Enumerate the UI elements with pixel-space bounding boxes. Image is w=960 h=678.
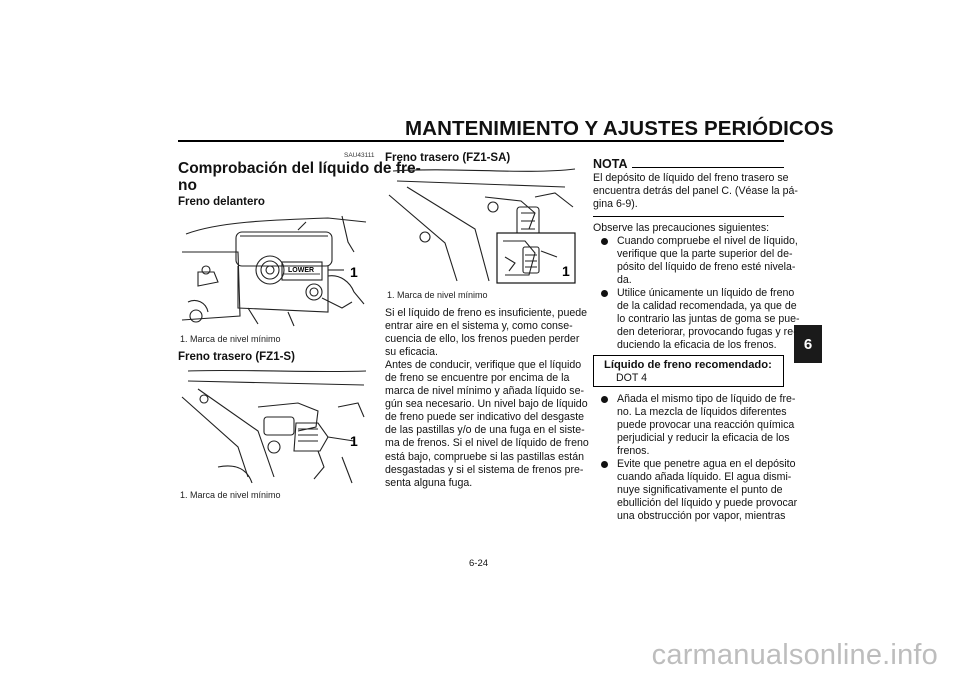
paragraph-insufficient-fluid	[385, 307, 589, 490]
text-line: desgastadas y si el sistema de frenos pre-	[385, 463, 584, 476]
text-line: encuentra detrás del panel C. (Véase la pá-	[593, 185, 798, 198]
nota-text	[593, 172, 798, 211]
section-heading-line-1: Comprobación del líquido de fre-	[178, 160, 421, 177]
text-line: pósito del líquido de freno esté nivela-	[617, 261, 796, 274]
text-line: Si el líquido de freno es insuficiente, puede	[385, 307, 588, 319]
precautions-intro: Observe las precauciones siguientes:	[593, 222, 770, 234]
rear-brake-sa-figure	[385, 167, 578, 285]
section-tab[interactable]: 6	[794, 325, 822, 363]
text-line: El depósito de líquido del freno trasero se	[593, 172, 789, 184]
bullet-item	[617, 287, 800, 352]
page-header-title: MANTENIMIENTO Y AJUSTES PERIÓDICOS	[405, 117, 834, 140]
text-line: Cuando compruebe el nivel de líquido,	[617, 235, 798, 247]
bullet-item	[617, 235, 798, 287]
text-line: de freno se encuentre por encima de la	[385, 372, 570, 385]
text-line: senta alguna fuga.	[385, 476, 473, 489]
text-line: da.	[617, 274, 632, 287]
front-brake-caption: 1. Marca de nivel mínimo	[180, 334, 281, 344]
text-line: de las pastillas y/o de una fuga en el siste-	[385, 424, 585, 437]
text-line: frenos.	[617, 445, 650, 458]
text-line: ebullición del líquido y puede provocar	[617, 497, 798, 510]
text-line: de freno puede ser indicativo del desgaste	[385, 411, 585, 424]
lower-mark-label: LOWER	[288, 267, 315, 274]
bullet-marker	[601, 461, 608, 468]
text-line: verifique que la parte superior del de-	[617, 248, 793, 261]
text-line: ma de frenos. Si el nivel de líquido de freno	[385, 437, 589, 450]
text-line: nuye significativamente el punto de	[617, 484, 783, 497]
text-line: marca de nivel mínimo y añada líquido se-	[385, 385, 585, 398]
text-line: perjudicial y reducir la eficacia de los	[617, 432, 790, 445]
text-line: Evite que penetre agua en el depósito	[617, 458, 796, 470]
front-brake-heading: Freno delantero	[178, 196, 265, 208]
section-heading-line-2: no	[178, 177, 197, 194]
text-line: gún sea necesario. Un nivel bajo de líquido	[385, 398, 588, 411]
text-line: puede provocar una reacción química	[617, 419, 795, 432]
rear-brake-sa-heading: Freno trasero (FZ1-SA)	[385, 152, 511, 164]
bullet-item	[617, 393, 795, 458]
text-line: Añada el mismo tipo de líquido de fre-	[617, 393, 796, 405]
text-line: cuando añada líquido. El agua dismi-	[617, 471, 792, 484]
text-line: de la calidad recomendada, ya que de	[617, 300, 797, 313]
front-callout-number: 1	[350, 264, 358, 280]
header-rule	[178, 140, 784, 142]
nota-rule-top	[632, 167, 784, 168]
text-line: gina 6-9).	[593, 198, 638, 211]
text-line: cuencia de ello, los frenos pueden perder	[385, 333, 580, 346]
text-line: Antes de conducir, verifique que el líquido	[385, 359, 582, 372]
rear-sa-callout-number: 1	[562, 263, 570, 279]
text-line: su eficacia.	[385, 346, 438, 359]
text-line: entrar aire en el sistema y, como conse-	[385, 320, 573, 333]
text-line: duciendo la eficacia de los frenos.	[617, 339, 777, 352]
bullet-marker	[601, 396, 608, 403]
rear-s-callout-number: 1	[350, 433, 358, 449]
text-line: está bajo, compruebe si las pastillas están	[385, 450, 585, 463]
recommended-fluid-label: Líquido de freno recomendado:	[604, 359, 772, 371]
bullet-item	[617, 458, 797, 523]
nota-title: NOTA	[593, 157, 628, 171]
recommended-fluid-box	[593, 355, 784, 387]
section-code: SAU43111	[344, 152, 375, 159]
text-line: una obstrucción por vapor, mientras	[617, 510, 786, 523]
front-brake-reservoir-figure	[178, 212, 368, 328]
bullet-marker	[601, 290, 608, 297]
text-line: no. La mezcla de líquidos diferentes	[617, 406, 787, 419]
rear-brake-s-figure	[178, 367, 368, 485]
text-line: den deteriorar, provocando fugas y re-	[617, 326, 797, 339]
rear-brake-sa-caption: 1. Marca de nivel mínimo	[387, 290, 488, 300]
bullet-marker	[601, 238, 608, 245]
rear-brake-s-heading: Freno trasero (FZ1-S)	[178, 351, 295, 363]
rear-brake-s-caption: 1. Marca de nivel mínimo	[180, 490, 281, 500]
recommended-fluid-value: DOT 4	[616, 372, 648, 384]
nota-rule-bottom	[593, 216, 784, 217]
watermark-text: carmanualsonline.info	[651, 639, 938, 671]
text-line: lo contrario las juntas de goma se pue-	[617, 313, 800, 326]
text-line: Utilice únicamente un líquido de freno	[617, 287, 795, 299]
page-number: 6-24	[469, 558, 489, 569]
